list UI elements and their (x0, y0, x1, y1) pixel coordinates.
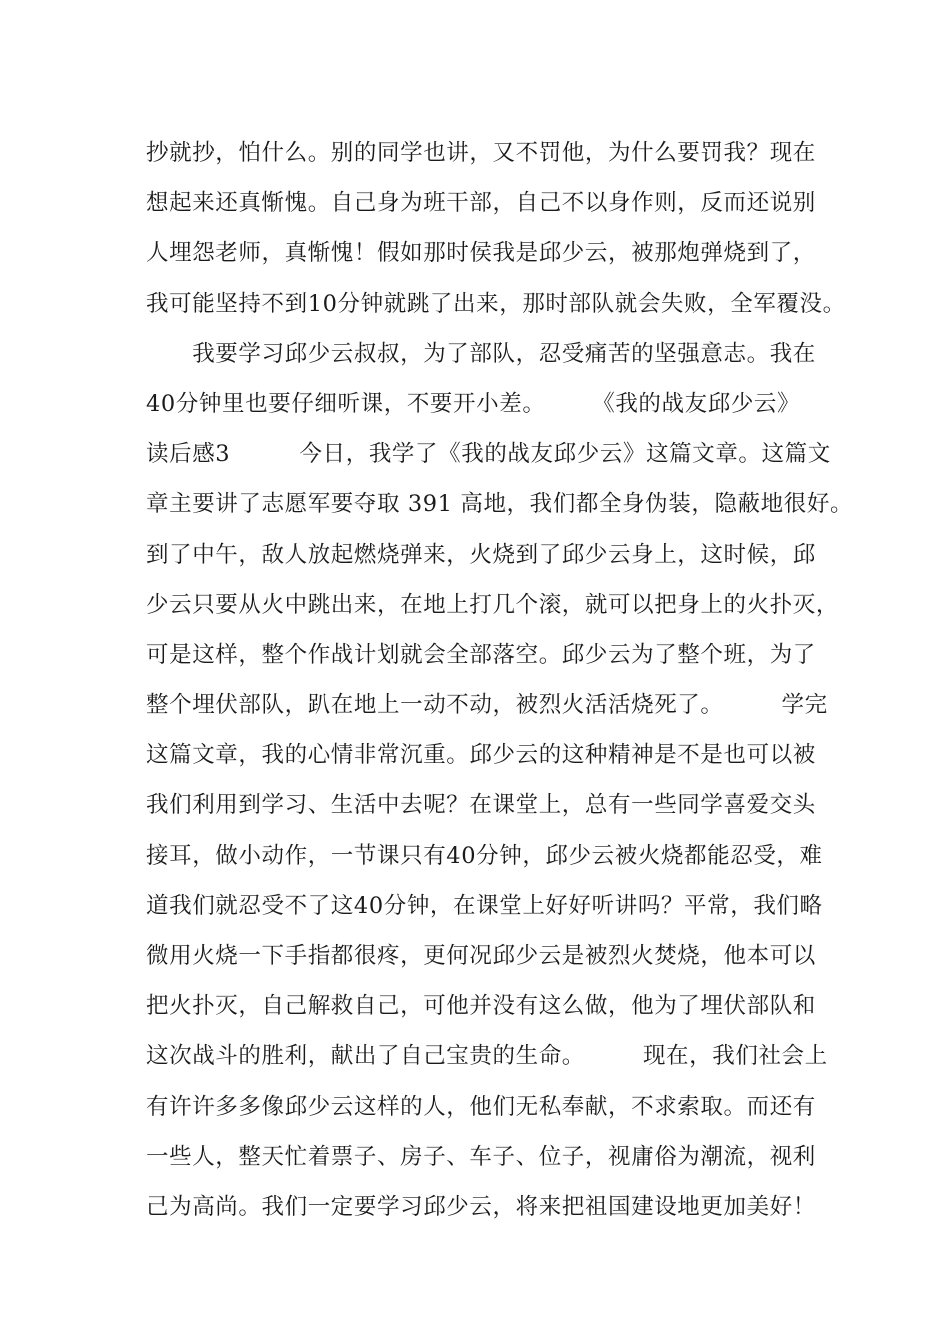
text-line: 一些人，整天忙着票子、房子、车子、位子，视庸俗为潮流，视利 (146, 1143, 816, 1170)
essay-text (146, 132, 854, 1236)
text-line: 到了中午，敌人放起燃烧弹来，火烧到了邱少云身上，这时候，邱 (146, 541, 816, 568)
text-line: 我要学习邱少云叔叔，为了部队，忍受痛苦的坚强意志。我在 (146, 340, 816, 367)
text-line: 道我们就忍受不了这40分钟，在课堂上好好听讲吗？平常，我们略 (146, 892, 823, 919)
text-line: 这次战斗的胜利，献出了自己宝贵的生命。 现在，我们社会上 (146, 1043, 828, 1070)
text-line: 把火扑灭，自己解救自己，可他并没有这么做，他为了埋伏部队和 (146, 993, 816, 1020)
text-line: 微用火烧一下手指都很疼，更何况邱少云是被烈火焚烧，他本可以 (146, 943, 816, 969)
text-line: 抄就抄，怕什么。别的同学也讲，又不罚他，为什么要罚我？现在 (146, 140, 816, 166)
text-line: 想起来还真惭愧。自己身为班干部，自己不以身作则，反而还说别 (146, 190, 816, 217)
text-line: 读后感3 今日，我学了《我的战友邱少云》这篇文章。这篇文 (146, 441, 831, 468)
text-line: 有许许多多像邱少云这样的人，他们无私奉献，不求索取。而还有 (146, 1093, 816, 1120)
text-line: 可是这样，整个作战计划就会全部落空。邱少云为了整个班，为了 (146, 641, 816, 668)
text-line: 人埋怨老师，真惭愧！假如那时侯我是邱少云，被那炮弹烧到了， (146, 240, 816, 267)
text-line: 我可能坚持不到10分钟就跳了出来，那时部队就会失败，全军覆没。 (146, 290, 846, 317)
text-line: 整个埋伏部队，趴在地上一动不动，被烈火活活烧死了。 学完 (146, 692, 828, 719)
text-line: 章主要讲了志愿军要夺取 391 高地，我们都全身伪装，隐蔽地很好。 (146, 491, 854, 518)
text-line: 40分钟里也要仔细听课，不要开小差。 《我的战友邱少云》 (146, 390, 801, 417)
text-line: 这篇文章，我的心情非常沉重。邱少云的这种精神是不是也可以被 (146, 742, 816, 769)
text-line: 少云只要从火中跳出来，在地上打几个滚，就可以把身上的火扑灭， (146, 591, 840, 618)
text-line: 接耳，做小动作，一节课只有40分钟，邱少云被火烧都能忍受，难 (146, 842, 823, 869)
text-line: 我们利用到学习、生活中去呢？在课堂上，总有一些同学喜爱交头 (146, 792, 816, 819)
text-line: 己为高尚。我们一定要学习邱少云，将来把祖国建设地更加美好！ (146, 1193, 816, 1220)
